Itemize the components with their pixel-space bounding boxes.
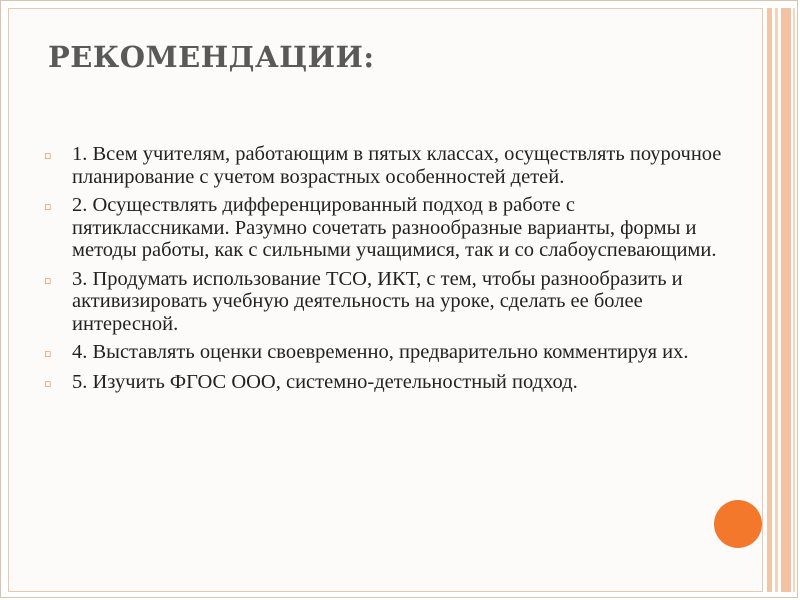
hollow-square-bullet-icon: ▫ — [44, 149, 52, 162]
decorative-stripe — [781, 8, 791, 592]
decorative-stripe — [767, 8, 772, 592]
hollow-square-bullet-icon: ▫ — [44, 347, 52, 360]
decorative-stripe — [793, 8, 795, 592]
list-item-text: 2. Осуществлять дифференцированный подход в работе с пятиклассниками. Разумно сочетать разнообразные варианты, формы и методы работы, как с сильными учащимися, так и со слабоуспевающими. — [72, 194, 717, 261]
list-item — [44, 371, 724, 395]
recommendations-list — [44, 143, 724, 401]
list-item — [44, 143, 724, 188]
decorative-stripe — [775, 8, 778, 592]
slide-title: РЕКОМЕНДАЦИИ: — [48, 40, 375, 74]
list-item-text: 1. Всем учителям, работающим в пятых классах, осуществлять поурочное планирование с учетом возрастных особенностей детей. — [72, 143, 722, 188]
list-item-text: 4. Выставлять оценки своевременно, предварительно комментируя их. — [72, 341, 689, 363]
list-item — [44, 194, 724, 262]
hollow-square-bullet-icon: ▫ — [44, 273, 52, 287]
orange-circle-icon — [714, 500, 762, 548]
list-item-text: 5. Изучить ФГОС ООО, системно-детельностный подход. — [72, 371, 578, 393]
list-item — [44, 341, 724, 365]
list-item-text: 3. Продумать использование ТСО, ИКТ, с тем, чтобы разнообразить и активизировать учебную деятельность на уроке, сделать ее более интересной. — [72, 267, 683, 335]
hollow-square-bullet-icon: ▫ — [44, 377, 52, 390]
hollow-square-bullet-icon: ▫ — [44, 200, 52, 213]
list-item — [44, 268, 724, 336]
